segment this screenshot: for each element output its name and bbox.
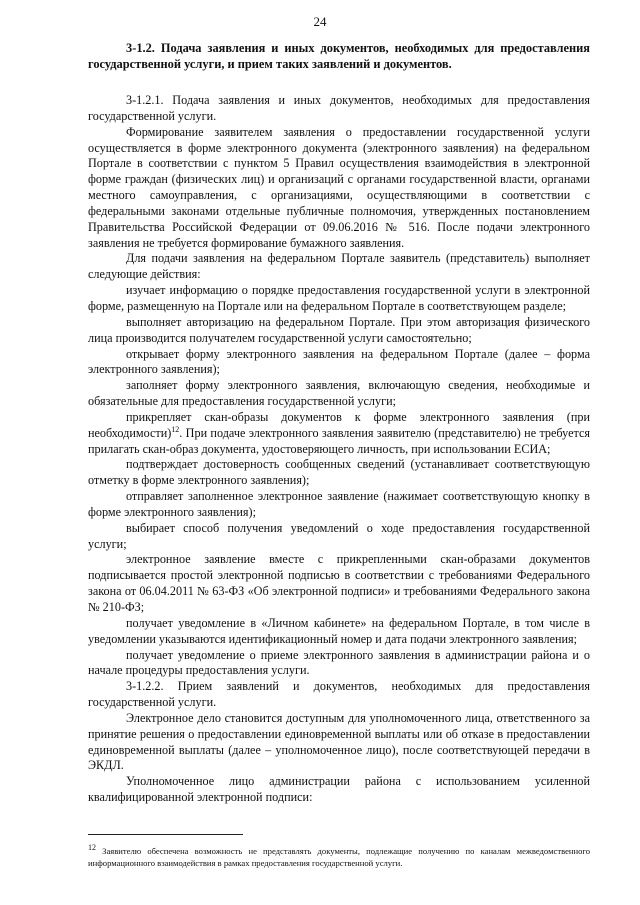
- paragraph: 3-1.2.2. Прием заявлений и документов, необходимых для предоставления государственной услуги.: [88, 679, 590, 710]
- document-body: [88, 93, 590, 806]
- paragraph: подтверждает достоверность сообщенных сведений (устанавливает соответствующую отметку в форме электронного заявления);: [88, 457, 590, 488]
- paragraph: Уполномоченное лицо администрации района с использованием усиленной квалифицированной электронной подписи:: [88, 774, 590, 805]
- paragraph: получает уведомление о приеме электронного заявления в администрации района и о начале процедуры предоставления услуги.: [88, 647, 590, 678]
- paragraph-text-continued: . При подаче электронного заявления заявителю (представителю) не требуется прилагать скан-образ документа, удостоверяющего личность, при использовании ЕСИА;: [88, 425, 590, 456]
- paragraph: электронное заявление вместе с прикрепленными скан-образами документов подписывается простой электронной подписью в соответствии с требованиями Федерального закона от 06.04.2011 № 63-ФЗ «Об электронной подписи» и требованиями Федерального закона № 210-ФЗ;: [88, 552, 590, 614]
- paragraph: Электронное дело становится доступным для уполномоченного лица, ответственного за принятие решения о предоставлении единовременной выплаты или об отказе в предоставлении единовременной выплаты (далее – уполномоченное лицо), после соответствующей передачи в ЭКДЛ.: [88, 710, 590, 773]
- paragraph: получает уведомление в «Личном кабинете» на федеральном Портале, в том числе в уведомлении указываются идентификационный номер и дата подачи электронного заявления;: [88, 615, 590, 646]
- paragraph: Для подачи заявления на федеральном Портале заявитель (представитель) выполняет следующие действия:: [88, 251, 590, 282]
- paragraph-with-footnote: [88, 410, 590, 458]
- footnote: [88, 845, 590, 869]
- paragraph: изучает информацию о порядке предоставления государственной услуги в электронной форме, размещенную на Портале или на федеральном Портале в соответствующем разделе;: [88, 283, 590, 313]
- footnote-reference[interactable]: 12: [171, 424, 180, 434]
- paragraph: выполняет авторизацию на федеральном Портале. При этом авторизация физического лица производится получателем государственной услуги самостоятельно;: [88, 314, 590, 345]
- paragraph: открывает форму электронного заявления на федеральном Портале (далее – форма электронного заявления);: [88, 346, 590, 377]
- paragraph: выбирает способ получения уведомлений о ходе предоставления государственной услуги;: [88, 520, 590, 551]
- paragraph: заполняет форму электронного заявления, включающую сведения, необходимые и обязательные для предоставления государственной услуги;: [88, 378, 590, 409]
- footnote-divider: [88, 834, 243, 835]
- paragraph: Формирование заявителем заявления о предоставлении государственной услуги осуществляется в форме электронного документа (электронного заявления) на федеральном Портале в соответствии с пунктом 5 Правил осуществления взаимодействия в электронной форме граждан (физических лиц) и организаций с органами государственной власти, органами местного самоуправления, с организациями, осуществляющими в соответствии с федеральными законами отдельные публичные полномочия, утвержденных постановлением Правительства Российской Федерации от 09.06.2016 № 516. После подачи электронного заявления не требуется формирование бумажного заявления.: [88, 124, 590, 250]
- page-number: 24: [313, 14, 327, 29]
- paragraph-text: прикрепляет скан-образы документов к форме электронного заявления (при необходимости): [88, 409, 590, 440]
- section-heading: 3-1.2. Подача заявления и иных документов, необходимых для предоставления государственной услуги, и прием таких заявлений и документов.: [88, 41, 590, 71]
- paragraph: отправляет заполненное электронное заявление (нажимает соответствующую кнопку в форме электронного заявления);: [88, 489, 590, 519]
- footnote-text: Заявителю обеспечена возможность не представлять документы, подлежащие получению по каналам межведомственного информационного взаимодействия в рамках предоставления государственной услуги.: [88, 846, 590, 868]
- footnote-mark: 12: [88, 843, 96, 853]
- paragraph: 3-1.2.1. Подача заявления и иных документов, необходимых для предоставления государственной услуги.: [88, 93, 590, 123]
